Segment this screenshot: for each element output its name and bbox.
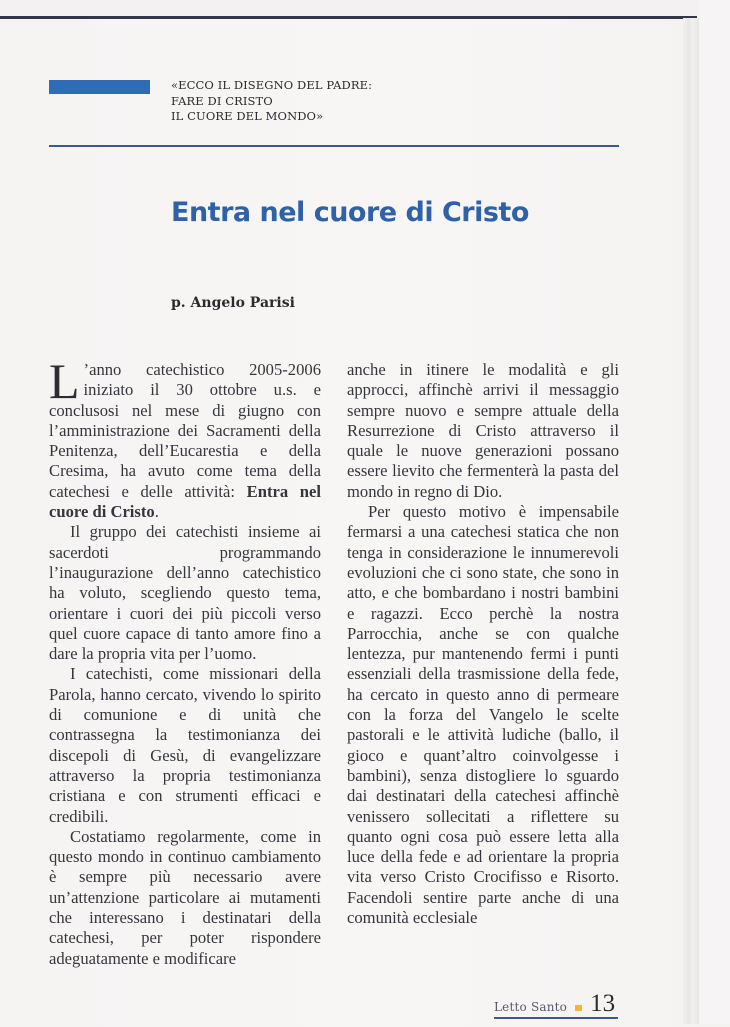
background-top bbox=[0, 0, 730, 16]
kicker-accent-bar bbox=[49, 80, 150, 94]
background-right bbox=[699, 0, 730, 1024]
page-edge bbox=[683, 18, 699, 1024]
header-rule bbox=[49, 145, 619, 147]
article-title: Entra nel cuore di Cristo bbox=[171, 197, 529, 228]
paragraph-4: Costatiamo regolarmente, come in questo mondo in continuo cambiamento è sempre più necessario avere un’attenzione particolare ai mutamenti che interessano i destinatari della catechesi, per poter rispondere adeguatamente e modificare bbox=[49, 826, 321, 968]
footer-square-icon bbox=[575, 1005, 582, 1011]
section-kicker: «ECCO IL DISEGNO DEL PADRE: FARE DI CRISTO IL CUORE DEL MONDO» bbox=[171, 78, 373, 123]
text-column-right bbox=[347, 360, 619, 928]
paragraph-1-end: . bbox=[154, 502, 159, 522]
paragraph-1 bbox=[49, 353, 321, 522]
theme-title: Entra nel cuore di Cristo bbox=[49, 481, 321, 522]
magazine-name: Letto Santo bbox=[494, 1000, 568, 1014]
page-footer bbox=[494, 992, 618, 1019]
paragraph-1-text: ’anno catechistico 2005-2006 iniziato il 30 ottobre u.s. e conclusosi nel mese di giugno con l’amministrazione dei Sacramenti della Penitenza, dell’Eucarestia e della Cresima, ha avuto come tema della catechesi e delle attività: bbox=[49, 360, 321, 501]
page-number: 13 bbox=[590, 990, 616, 1017]
text-column-left bbox=[49, 353, 321, 969]
drop-cap: L bbox=[49, 353, 80, 409]
paragraph-4-continued: anche in itinere le modalità e gli approcci, affinchè arrivi il messaggio sempre nuovo e sempre attuale della Resurrezione di Cristo attraverso il quale le nuove generazioni possano essere lievito che fermenterà la pasta del mondo in regno di Dio. bbox=[347, 360, 619, 501]
article-author: p. Angelo Parisi bbox=[171, 295, 295, 311]
paragraph-3: I catechisti, come missionari della Parola, hanno cercato, vivendo lo spirito di comunione e di unità che contrassegna la testimonianza dei discepoli di Gesù, di evangelizzare attraverso la propria testimonianza cristiana e con strumenti efficaci e credibili. bbox=[49, 664, 321, 826]
paragraph-2: Il gruppo dei catechisti insieme ai sacerdoti programmando l’inaugurazione dell’anno catechistico ha voluto, scegliendo questo tema, orientare i cuori dei più piccoli verso quel cuore capace di tanto amore fino a dare la propria vita per l’uomo. bbox=[49, 522, 321, 664]
paragraph-5: Per questo motivo è impensabile fermarsi a una catechesi statica che non tenga in considerazione le innumerevoli evoluzioni che ci sono state, che sono in atto, e che bombardano i nostri bambini e ragazzi. Ecco perchè la nostra Parrocchia, anche se con qualche lentezza, pur mantenendo fermi i punti essenziali della trasmissione della fede, ha cercato in questo anno di permeare con la forza del Vangelo le scelte pastorali e le attività ludiche (ballo, il gioco e quant’altro coinvolgesse i bambini), senza distogliere lo sguardo dai destinatari della catechesi affinchè venissero sollecitati a riflettere su quanto ogni cosa può essere letta alla luce della fede e ad orientare la propria vita verso Cristo Crocifisso e Risorto. Facendoli sentire parte anche di una comunità ecclesiale bbox=[347, 502, 619, 928]
